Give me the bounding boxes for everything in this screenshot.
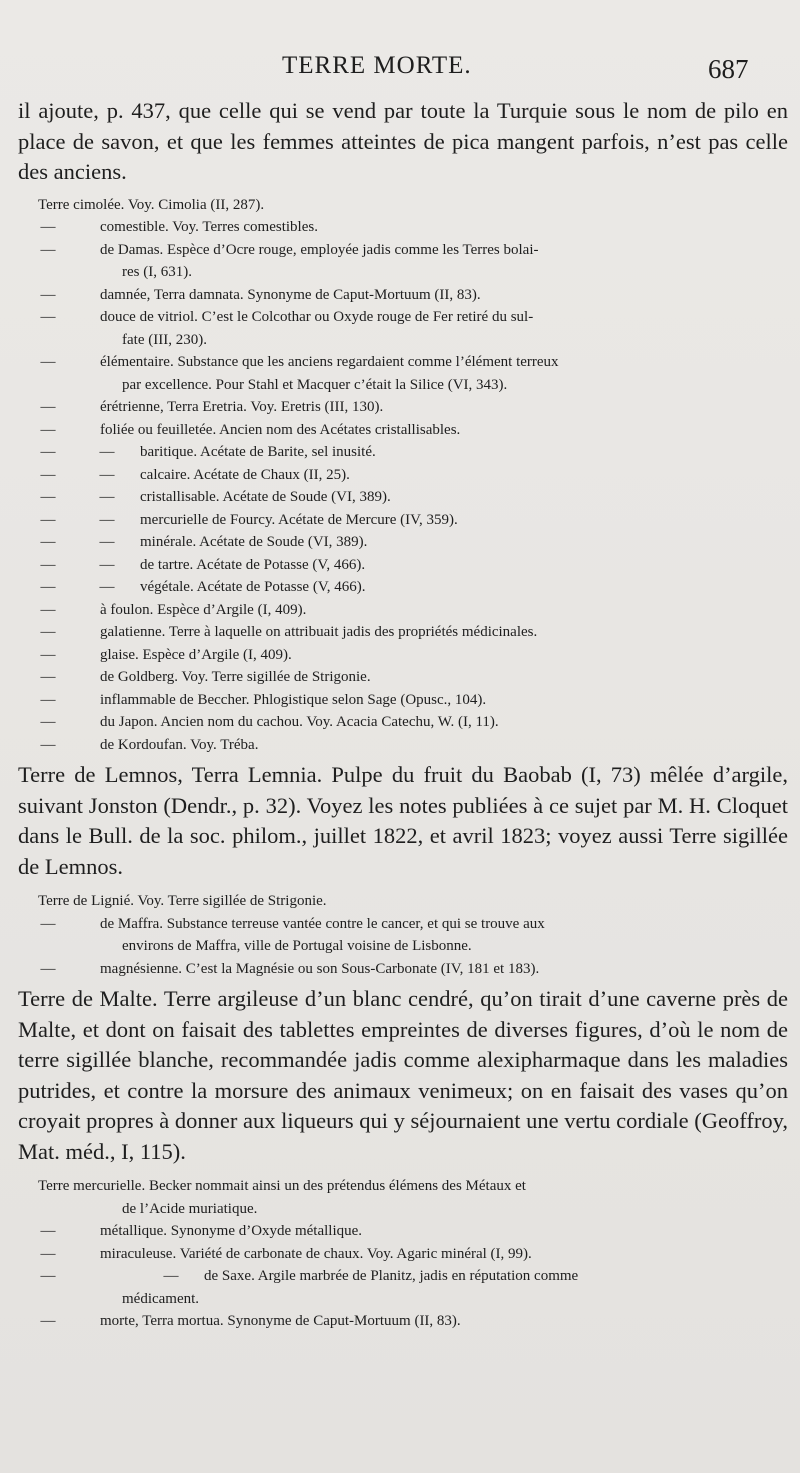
entry-comestible: — comestible. Voy. Terres comestibles. — [40, 219, 318, 235]
entry-elementaire: — élémentaire. Substance que les anciens regardaient comme l’élément terreux — [40, 354, 559, 370]
entry-damnee: — damnée, Terra damnata. Synonyme de Caput-Mortuum (II, 83). — [40, 286, 481, 303]
entry-mercurielle: Terre mercurielle. Becker nommait ainsi un des prétendus élémens des Métaux et — [38, 1178, 526, 1194]
paragraph-malte: Terre de Malte. Terre argileuse d’un blanc cendré, qu’on tirait d’une caverne près de Malte, et dont on faisait des tablettes empreintes de diverses figures, d’où le nom de terre sigillée blanche, recommandée jadis comme alexipharmaque dans les maladies putrides, et contre la morsure des animaux venimeux; on en faisait des vases qu’on croyait propres à donner aux liqueurs qui y séjournaient une vertu cordiale (Geoffroy, Mat. méd., I, 115). — [18, 986, 788, 1164]
page-header — [0, 52, 800, 88]
entry-damas-cont: res (I, 631). — [122, 264, 192, 280]
entry-metallique: — métallique. Synonyme d’Oxyde métallique. — [40, 1223, 363, 1239]
entry-douce-vitriol-cont: fate (III, 230). — [122, 331, 207, 348]
entry-mercurielle-fourcy: — — mercurielle de Fourcy. Acétate de Mercure (IV, 359). — [40, 511, 458, 528]
entry-eretrienne: — érétrienne, Terra Eretria. Voy. Eretris (III, 130). — [40, 399, 384, 415]
entry-japon: — du Japon. Ancien nom du cachou. Voy. Acacia Catechu, W. (I, 11). — [40, 714, 499, 730]
running-title: TERRE MORTE. — [282, 52, 472, 79]
entry-lignie: Terre de Lignié. Voy. Terre sigillée de Strigonie. — [38, 893, 327, 909]
entry-maffra: — de Maffra. Substance terreuse vantée contre le cancer, et qui se trouve aux — [40, 915, 545, 932]
entries-block-1 — [18, 194, 788, 757]
entries-block-3 — [18, 1175, 788, 1333]
entry-goldberg: — de Goldberg. Voy. Terre sigillée de Strigonie. — [40, 669, 371, 685]
entry-miraculeuse: — miraculeuse. Variété de carbonate de chaux. Voy. Agaric minéral (I, 99). — [40, 1245, 532, 1262]
paragraph-continuation: il ajoute, p. 437, que celle qui se vend par toute la Turquie sous le nom de pilo en place de savon, et que les femmes atteintes de pica mangent parfois, n’est pas celle des anciens. — [18, 98, 788, 184]
entry-maffra-cont: environs de Maffra, ville de Portugal voisine de Lisbonne. — [122, 938, 472, 954]
entry-douce-vitriol: — douce de vitriol. C’est le Colcothar ou Oxyde rouge de Fer retiré du sul- — [40, 309, 534, 325]
entry-magnesienne: — magnésienne. C’est la Magnésie ou son Sous-Carbonate (IV, 181 et 183). — [40, 960, 540, 977]
entry-inflammable: — inflammable de Beccher. Phlogistique selon Sage (Opusc., 104). — [40, 691, 487, 708]
entry-calcaire: — — calcaire. Acétate de Chaux (II, 25). — [40, 466, 350, 483]
entry-cristallisable: — — cristallisable. Acétate de Soude (VI, 389). — [40, 489, 391, 505]
entry-glaise: — glaise. Espèce d’Argile (I, 409). — [40, 646, 292, 663]
page-content — [18, 96, 788, 1337]
page-number: 687 — [708, 54, 749, 84]
entry-minerale: — — minérale. Acétate de Soude (VI, 389). — [40, 534, 368, 550]
entry-foulon: — à foulon. Espèce d’Argile (I, 409). — [40, 601, 307, 618]
entry-damas: — de Damas. Espèce d’Ocre rouge, employée jadis comme les Terres bolai- — [40, 241, 539, 258]
entry-saxe-cont: médicament. — [122, 1290, 200, 1307]
entry-saxe: — — de Saxe. Argile marbrée de Planitz, jadis en réputation comme — [40, 1268, 579, 1284]
paragraph-lemnos: Terre de Lemnos, Terra Lemnia. Pulpe du fruit du Baobab (I, 73) mêlée d’argile, suivant Jonston (Dendr., p. 32). Voyez les notes publiées à ce sujet par M. H. Cloquet dans le Bull. de la soc. philom., juillet 1822, et avril 1823; voyez aussi Terre sigillée de Lemnos. — [18, 762, 788, 879]
entry-kordoufan: — de Kordoufan. Voy. Tréba. — [40, 736, 259, 753]
entry-tartre: — — de tartre. Acétate de Potasse (V, 466). — [40, 556, 366, 573]
entry-cimolee: Terre cimolée. Voy. Cimolia (II, 287). — [38, 196, 265, 213]
entry-morte: — morte, Terra mortua. Synonyme de Caput-Mortuum (II, 83). — [40, 1313, 461, 1329]
entry-elementaire-cont: par excellence. Pour Stahl et Macquer c’était la Silice (VI, 343). — [122, 376, 508, 393]
entry-mercurielle-cont: de l’Acide muriatique. — [122, 1200, 258, 1217]
entries-block-2 — [18, 890, 788, 980]
entry-galatienne: — galatienne. Terre à laquelle on attribuait jadis des propriétés médicinales. — [40, 624, 538, 640]
entry-foliee: — foliée ou feuilletée. Ancien nom des Acétates cristallisables. — [40, 421, 461, 438]
entry-baritique: — — baritique. Acétate de Barite, sel inusité. — [40, 444, 376, 460]
entry-vegetale: — — végétale. Acétate de Potasse (V, 466). — [40, 579, 366, 595]
